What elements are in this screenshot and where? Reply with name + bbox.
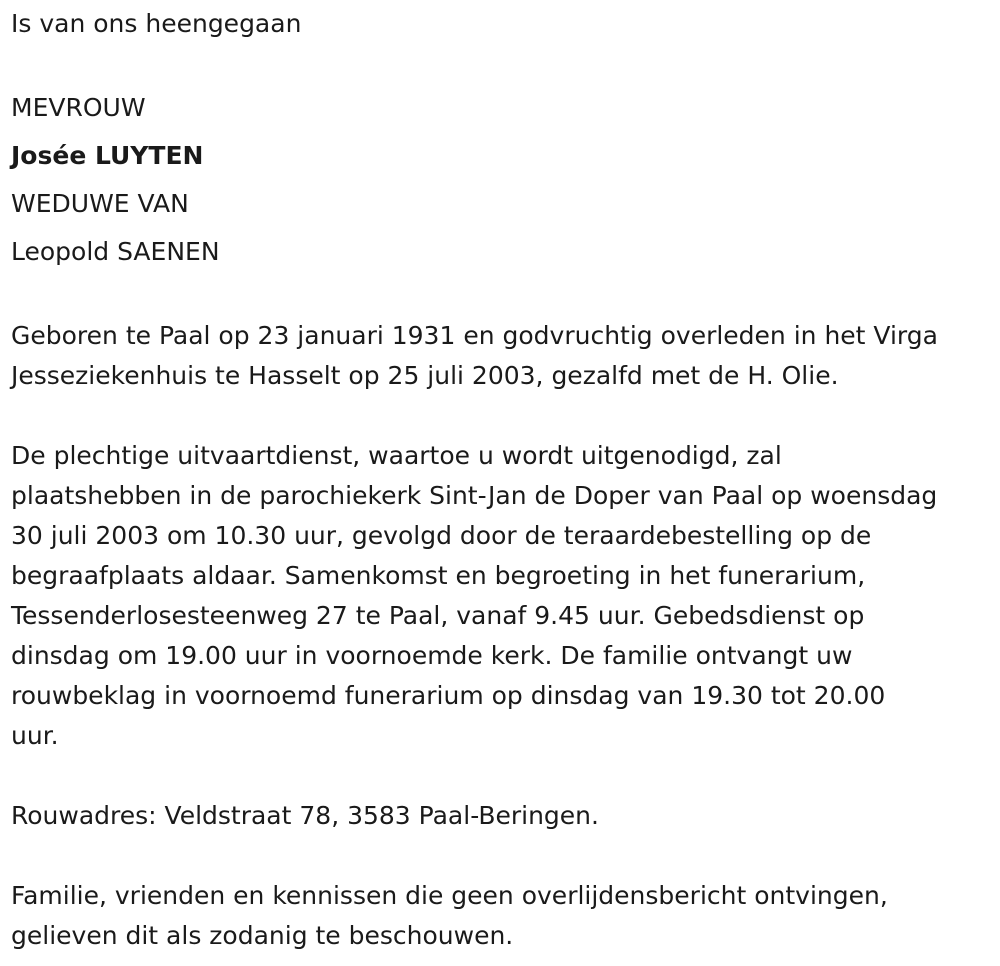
relation-line: WEDUWE VAN: [11, 189, 189, 218]
closing-paragraph: Familie, vrienden en kennissen die geen overlijdensbericht ontvingen, gelieven dit als zodanig te beschouwen.: [11, 881, 888, 950]
funeral-paragraph: De plechtige uitvaartdienst, waartoe u wordt uitgenodigd, zal plaatshebben in de parochiekerk Sint-Jan de Doper van Paal op woensdag 30 juli 2003 om 10.30 uur, gevolgd door de teraardebestelling op de begraafplaats aldaar. Samenkomst en begroeting in het funerarium, Tessenderlosesteenweg 27 te Paal, vanaf 9.45 uur. Gebedsdienst op dinsdag om 19.00 uur in voornoemde kerk. De familie ontvangt uw rouwbeklag in voornoemd funerarium op dinsdag van 19.30 tot 20.00 uur.: [11, 441, 938, 750]
deceased-block: [11, 84, 996, 276]
title-prefix: MEVROUW: [11, 93, 146, 122]
spouse-name: Leopold SAENEN: [11, 237, 220, 266]
intro-line: Is van ons heengegaan: [11, 9, 302, 38]
address-paragraph: Rouwadres: Veldstraat 78, 3583 Paal-Beringen.: [11, 801, 599, 830]
deceased-name: Josée LUYTEN: [11, 141, 204, 170]
obituary-notice: [11, 4, 996, 956]
birth-death-paragraph: Geboren te Paal op 23 januari 1931 en godvruchtig overleden in het Virga Jesseziekenhuis te Hasselt op 25 juli 2003, gezalfd met de H. Olie.: [11, 321, 938, 390]
